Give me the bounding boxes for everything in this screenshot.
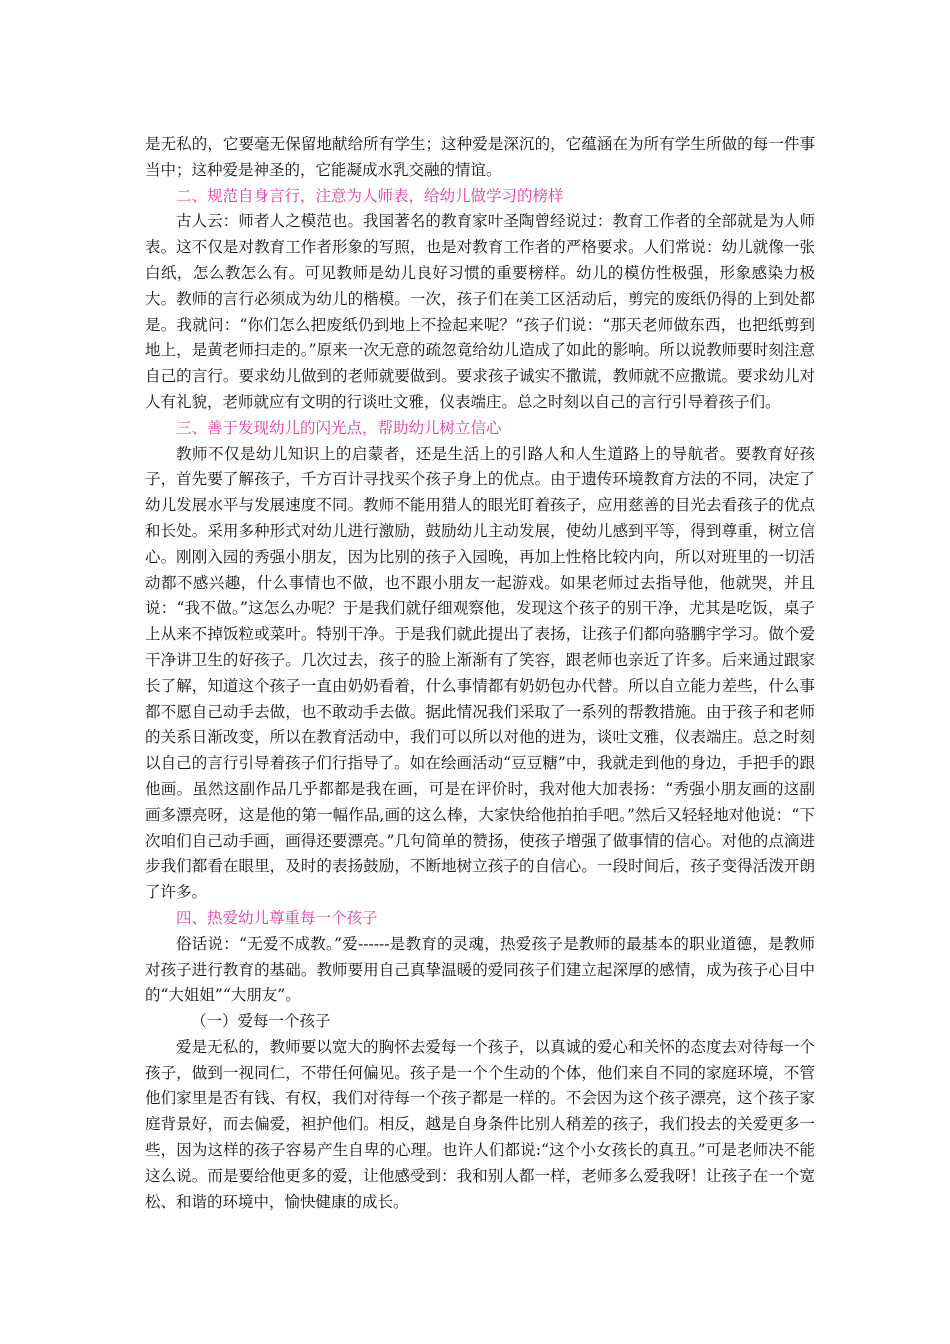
subsection-heading-1: （一）爱每一个孩子	[191, 1012, 331, 1031]
paragraph-love-every-child: 爱是无私的，教师要以宽大的胸怀去爱每一个孩子，以真诚的爱心和关怀的态度去对待每一个孩子，做到一视同仁，不带任何偏见。孩子是一个个生动的个体，他们来自不同的家庭环境，不管他们家里是否有钱、有权，我们对待每一个孩子都是一样的。不会因为这个孩子漂亮，这个孩子家庭背景好，而去偏爱，袒护他们。相反，越是自身条件比别人稍差的孩子，我们投去的关爱更多一些，因为这样的孩子容易产生自卑的心理。也许人们都说:“这个小女孩长的真丑。”可是老师决不能这么说。而是要给他更多的爱，让他感受到：我和别人都一样，老师多么爱我呀！让孩子在一个宽松、和谐的环境中，愉快健康的成长。	[145, 1037, 815, 1211]
section-heading-2: 二、规范自身言行，注意为人师表，给幼儿做学习的榜样	[176, 186, 564, 205]
section-heading-3: 三、善于发现幼儿的闪光点，帮助幼儿树立信心	[176, 418, 502, 437]
paragraph-love-education: 俗话说：“无爱不成教。”爱------是教育的灵魂，热爱孩子是教师的最基本的职业道德，是教师对孩子进行教育的基础。教师要用自己真挚温暖的爱同孩子们建立起深厚的感情，成为孩子心目中的“大姐姐”“大朋友”。	[145, 934, 815, 1005]
paragraph-confidence: 教师不仅是幼儿知识上的启蒙者，还是生活上的引路人和人生道路上的导航者。要教育好孩子，首先要了解孩子，千方百计寻找买个孩子身上的优点。由于遗传环境教育方法的不同，决定了幼儿发展水平与发展速度不同。教师不能用猎人的眼光盯着孩子，应用慈善的目光去看孩子的优点和长处。采用多种形式对幼儿进行激励，鼓励幼儿主动发展，使幼儿感到平等，得到尊重，树立信心。刚刚入园的秀强小朋友，因为比别的孩子入园晚，再加上性格比较内向，所以对班里的一切活动都不感兴趣，什么事情也不做，也不跟小朋友一起游戏。如果老师过去指导他，他就哭，并且说：“我不做。”这怎么办呢？于是我们就仔细观察他，发现这个孩子的别干净，尤其是吃饭，桌子上从来不掉饭粒或菜叶。特别干净。于是我们就此提出了表扬，让孩子们都向骆鹏宇学习。做个爱干净讲卫生的好孩子。几次过去，孩子的脸上渐渐有了笑容，跟老师也亲近了许多。后来通过跟家长了解，知道这个孩子一直由奶奶看着，什么事情都有奶奶包办代替。所以自立能力差些，什么事都不愿自己动手去做，也不敢动手去做。据此情况我们采取了一系列的帮教措施。由于孩子和老师的关系日渐改变，所以在教育活动中，我们可以所以对他的进为，谈吐文雅，仪表端庄。总之时刻以自己的言行引导着孩子们行指导了。如在绘画活动“豆豆糖”中，我就走到他的身边，手把手的跟他画。虽然这副作品几乎都都是我在画，可是在评价时，我对他大加表扬：“秀强小朋友画的这副画多漂亮呀，这是他的第一幅作品,画的这么棒，大家快给他拍拍手吧。”然后又轻轻地对他说：“下次咱们自己动手画，画得还要漂亮。”几句简单的赞扬，使孩子增强了做事情的信心。对他的点滴进步我们都看在眼里，及时的表扬鼓励，不断地树立孩子的自信心。一段时间后，孩子变得活泼开朗了许多。	[145, 444, 815, 902]
paragraph-role-model: 古人云：师者人之模范也。我国著名的教育家叶圣陶曾经说过：教育工作者的全部就是为人师表。这不仅是对教育工作者形象的写照，也是对教育工作者的严格要求。人们常说：幼儿就像一张白纸，怎么教怎么有。可见教师是幼儿良好习惯的重要榜样。幼儿的模仿性极强，形象感染力极大。教师的言行必须成为幼儿的楷模。一次，孩子们在美工区活动后，剪完的废纸仍得的上到处都是。我就问：“你们怎么把废纸仍到地上不捡起来呢？”孩子们说：“那天老师做东西，也把纸剪到地上，是黄老师扫走的。”原来一次无意的疏忽竟给幼儿造成了如此的影响。所以说教师要时刻注意自己的言行。要求幼儿做到的老师就要做到。要求孩子诚实不撒谎，教师就不应撒谎。要求幼儿对人有礼貌，老师就应有文明的行谈吐文雅，仪表端庄。总之时刻以自己的言行引导着孩子们。	[145, 212, 815, 411]
paragraph-continuation: 是无私的，它要毫无保留地献给所有学生；这种爱是深沉的，它蕴涵在为所有学生所做的每一件事当中；这种爱是神圣的，它能凝成水乳交融的情谊。	[145, 135, 815, 179]
section-heading-4: 四、热爱幼儿尊重每一个孩子	[176, 908, 378, 927]
document-page	[145, 132, 815, 1215]
